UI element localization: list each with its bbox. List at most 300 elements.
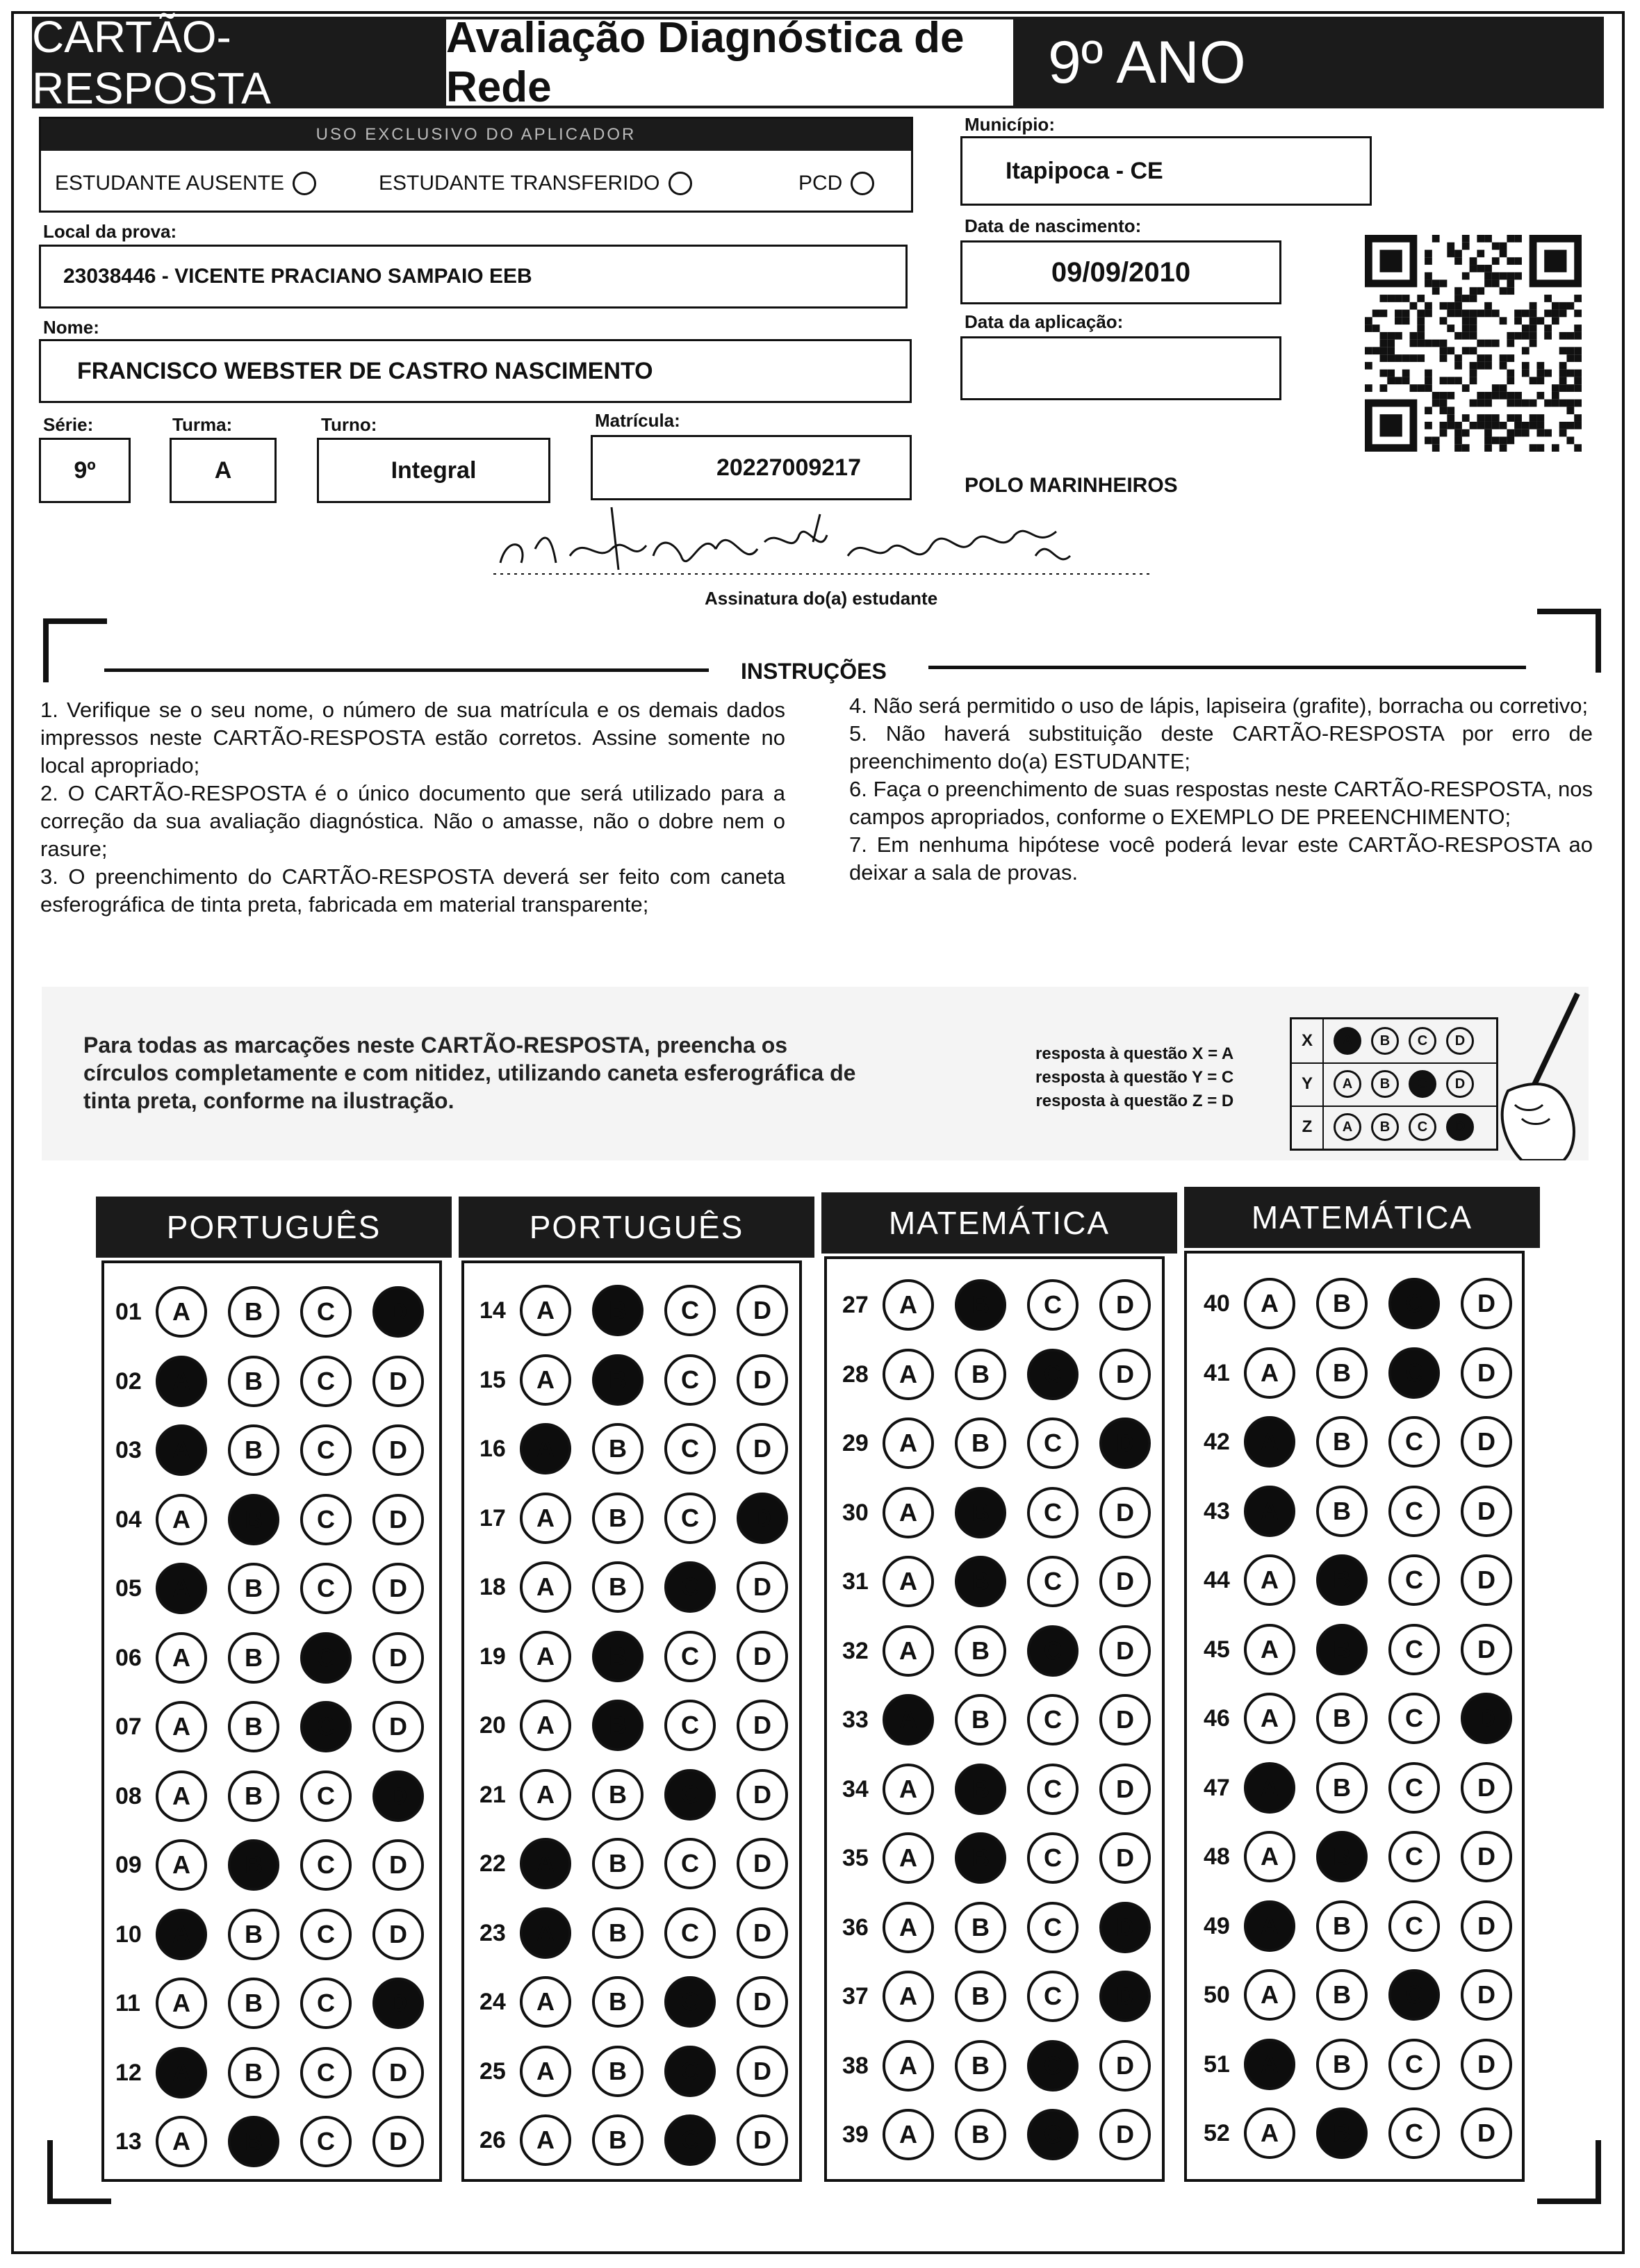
answer-bubble-c[interactable]: C bbox=[664, 1976, 716, 2028]
answer-bubble-c[interactable]: C bbox=[664, 1769, 716, 1821]
grade-title: 9º ANO bbox=[1013, 17, 1604, 108]
answer-bubble-d[interactable]: D bbox=[737, 2046, 788, 2097]
example-bubble-c: C bbox=[1409, 1027, 1436, 1055]
answer-bubble-d[interactable]: D bbox=[1099, 1832, 1151, 1884]
answer-bubble-b[interactable]: B bbox=[592, 1631, 643, 1682]
answer-bubble-a[interactable]: A bbox=[883, 1418, 934, 1469]
pcd-radio[interactable] bbox=[851, 172, 874, 195]
question-number: 31 bbox=[842, 1568, 869, 1595]
answer-bubble-d[interactable]: D bbox=[1461, 1554, 1512, 1606]
answer-bubble-a[interactable]: A bbox=[156, 1909, 207, 1960]
example-labels bbox=[1035, 1042, 1233, 1113]
answer-bubble-d[interactable]: D bbox=[1099, 1556, 1151, 1607]
answer-bubble-d[interactable]: D bbox=[1099, 1487, 1151, 1538]
answer-bubble-a[interactable]: A bbox=[1244, 2039, 1295, 2090]
question-number: 06 bbox=[115, 1644, 142, 1671]
nascimento-value: 09/09/2010 bbox=[1051, 256, 1191, 288]
answer-bubble-b[interactable]: B bbox=[592, 1838, 643, 1889]
answer-bubble-b[interactable]: B bbox=[1316, 1969, 1368, 2021]
answer-bubble-c[interactable]: C bbox=[664, 1838, 716, 1889]
answer-bubble-c[interactable]: C bbox=[1027, 1487, 1079, 1538]
answer-bubble-c[interactable]: C bbox=[1388, 1969, 1440, 2021]
serie-label: Série: bbox=[43, 414, 94, 435]
answer-bubble-a[interactable]: A bbox=[1244, 1900, 1295, 1952]
answer-bubble-a[interactable]: A bbox=[520, 2114, 571, 2166]
answer-bubble-b[interactable]: B bbox=[955, 2040, 1006, 2092]
answer-bubble-d[interactable]: D bbox=[1461, 2039, 1512, 2090]
answer-bubble-a[interactable]: A bbox=[156, 1701, 207, 1752]
answer-bubble-d[interactable]: D bbox=[1461, 1486, 1512, 1537]
answer-bubble-a[interactable]: A bbox=[1244, 1486, 1295, 1537]
answer-bubble-d[interactable]: D bbox=[372, 1494, 424, 1545]
answer-bubble-b[interactable]: B bbox=[228, 2116, 279, 2167]
answer-bubble-d[interactable]: D bbox=[1461, 1624, 1512, 1675]
answer-bubble-d[interactable]: D bbox=[372, 2047, 424, 2098]
answer-bubble-a[interactable]: A bbox=[883, 2109, 934, 2160]
answer-bubble-a[interactable]: A bbox=[520, 1285, 571, 1336]
answer-bubble-b[interactable]: B bbox=[228, 1909, 279, 1960]
answer-bubble-c[interactable]: C bbox=[300, 1770, 352, 1822]
answer-bubble-a[interactable]: A bbox=[520, 2046, 571, 2097]
turma-value: A bbox=[214, 457, 232, 484]
answer-bubble-c[interactable]: C bbox=[664, 1631, 716, 1682]
answer-bubble-c[interactable]: C bbox=[1027, 1694, 1079, 1745]
answer-bubble-d[interactable]: D bbox=[737, 1561, 788, 1613]
answer-bubble-d[interactable]: D bbox=[737, 1907, 788, 1959]
question-number: 41 bbox=[1204, 1359, 1230, 1386]
question-number: 01 bbox=[115, 1298, 142, 1325]
answer-bubble-a[interactable]: A bbox=[156, 1770, 207, 1822]
answer-bubble-c[interactable]: C bbox=[1388, 2107, 1440, 2159]
answer-bubble-d[interactable]: D bbox=[1099, 1902, 1151, 1953]
answer-bubble-d[interactable]: D bbox=[1099, 2109, 1151, 2160]
question-row bbox=[479, 2046, 809, 2097]
question-number: 03 bbox=[115, 1436, 142, 1463]
answer-bubble-a[interactable]: A bbox=[156, 2116, 207, 2167]
example-question-letter: X bbox=[1292, 1019, 1324, 1062]
question-row bbox=[479, 1423, 809, 1474]
answer-bubble-a[interactable]: A bbox=[883, 2040, 934, 2092]
answer-bubble-b[interactable]: B bbox=[1316, 1624, 1368, 1675]
transferred-option[interactable] bbox=[379, 172, 692, 195]
answer-bubble-d[interactable]: D bbox=[737, 2114, 788, 2166]
nascimento-field bbox=[960, 240, 1281, 304]
question-row bbox=[115, 1424, 445, 1476]
answer-bubble-c[interactable]: C bbox=[300, 1286, 352, 1338]
answer-bubble-c[interactable]: C bbox=[300, 1632, 352, 1684]
answer-bubble-c[interactable]: C bbox=[1388, 1831, 1440, 1882]
answer-bubble-a[interactable]: A bbox=[1244, 1554, 1295, 1606]
example-label-y: resposta à questão Y = C bbox=[1035, 1068, 1234, 1087]
instructions-right: 4. Não será permitido o uso de lápis, lapiseira (grafite), borracha ou corretivo; 5. Não haverá substituição deste CARTÃO-RESPOSTA por erro de preenchimento do(a) ESTUDANTE; 6. Faça o preenchimento de suas respostas neste CARTÃO-RESPOSTA, nos campos apropriados, conforme o EXEMPLO DE PREENCHIMENTO; 7. Em nenhuma hipótese você poderá levar este CARTÃO-RESPOSTA ao deixar a sala de provas. bbox=[849, 693, 1593, 885]
answer-bubble-d[interactable]: D bbox=[737, 1354, 788, 1406]
answer-bubble-b[interactable]: B bbox=[1316, 1416, 1368, 1468]
qr-code bbox=[1365, 235, 1582, 452]
answer-bubble-a[interactable]: A bbox=[1244, 1969, 1295, 2021]
example-question-letter: Z bbox=[1292, 1106, 1324, 1149]
answer-bubble-d[interactable]: D bbox=[737, 1631, 788, 1682]
answer-bubble-c[interactable]: C bbox=[1388, 1486, 1440, 1537]
example-bubble-d: D bbox=[1446, 1027, 1474, 1055]
transferred-label: ESTUDANTE TRANSFERIDO bbox=[379, 172, 660, 195]
answer-bubble-d[interactable]: D bbox=[737, 1423, 788, 1474]
question-row bbox=[115, 1909, 445, 1960]
answer-bubble-b[interactable]: B bbox=[955, 1971, 1006, 2022]
answer-bubble-a[interactable]: A bbox=[156, 2047, 207, 2098]
answer-bubble-d[interactable]: D bbox=[737, 1838, 788, 1889]
answer-bubble-b[interactable]: B bbox=[592, 2046, 643, 2097]
question-row bbox=[1204, 2107, 1533, 2159]
transferred-radio[interactable] bbox=[669, 172, 692, 195]
answer-bubble-c[interactable]: C bbox=[1027, 1832, 1079, 1884]
serie-field bbox=[39, 438, 131, 503]
answer-bubble-d[interactable]: D bbox=[1099, 1418, 1151, 1469]
answer-bubble-a[interactable]: A bbox=[520, 1700, 571, 1751]
answer-bubble-c[interactable]: C bbox=[1027, 1349, 1079, 1400]
question-row bbox=[479, 1354, 809, 1406]
answer-bubble-b[interactable]: B bbox=[955, 1418, 1006, 1469]
answer-bubble-d[interactable]: D bbox=[372, 2116, 424, 2167]
answer-bubble-d[interactable]: D bbox=[1099, 1279, 1151, 1331]
answer-bubble-a[interactable]: A bbox=[1244, 1347, 1295, 1399]
corner-top-left bbox=[43, 618, 107, 682]
answer-bubble-b[interactable]: B bbox=[955, 1764, 1006, 1815]
pcd-option[interactable] bbox=[798, 172, 874, 195]
answer-bubble-c[interactable]: C bbox=[664, 2046, 716, 2097]
answer-bubble-d[interactable]: D bbox=[372, 1909, 424, 1960]
answer-bubble-c[interactable]: C bbox=[664, 1907, 716, 1959]
answer-bubble-b[interactable]: B bbox=[592, 1769, 643, 1821]
answer-bubble-a[interactable]: A bbox=[883, 1487, 934, 1538]
answer-bubble-c[interactable]: C bbox=[664, 1561, 716, 1613]
nome-value: FRANCISCO WEBSTER DE CASTRO NASCIMENTO bbox=[77, 357, 653, 384]
answer-bubble-b[interactable]: B bbox=[955, 1625, 1006, 1677]
answer-bubble-a[interactable]: A bbox=[1244, 1624, 1295, 1675]
answer-bubble-a[interactable]: A bbox=[1244, 1762, 1295, 1814]
answer-bubble-d[interactable]: D bbox=[1461, 1278, 1512, 1329]
answer-bubble-b[interactable]: B bbox=[955, 1832, 1006, 1884]
answer-bubble-c[interactable]: C bbox=[1388, 1693, 1440, 1744]
answer-bubble-c[interactable]: C bbox=[664, 2114, 716, 2166]
answer-bubble-a[interactable]: A bbox=[883, 1625, 934, 1677]
answer-bubble-d[interactable]: D bbox=[372, 1978, 424, 2029]
answer-bubble-a[interactable]: A bbox=[156, 1978, 207, 2029]
answer-bubble-a[interactable]: A bbox=[156, 1356, 207, 1407]
answer-bubble-d[interactable]: D bbox=[372, 1424, 424, 1476]
subject-header-3: MATEMÁTICA bbox=[821, 1192, 1177, 1254]
question-number: 08 bbox=[115, 1782, 142, 1809]
answer-bubble-d[interactable]: D bbox=[1099, 1971, 1151, 2022]
answer-bubble-d[interactable]: D bbox=[372, 1563, 424, 1614]
evaluation-title: Avaliação Diagnóstica de Rede bbox=[446, 17, 1013, 108]
answer-bubble-b[interactable]: B bbox=[228, 2047, 279, 2098]
answer-bubble-b[interactable]: B bbox=[955, 1279, 1006, 1331]
answer-bubble-d[interactable]: D bbox=[372, 1356, 424, 1407]
question-number: 44 bbox=[1204, 1566, 1230, 1593]
answer-bubble-c[interactable]: C bbox=[300, 1424, 352, 1476]
answer-bubble-c[interactable]: C bbox=[1027, 1902, 1079, 1953]
example-row bbox=[1292, 1106, 1496, 1149]
answer-bubble-a[interactable]: A bbox=[156, 1632, 207, 1684]
answer-bubble-d[interactable]: D bbox=[372, 1839, 424, 1891]
answer-bubble-a[interactable]: A bbox=[520, 1423, 571, 1474]
question-row bbox=[1204, 1900, 1533, 1952]
absent-radio[interactable] bbox=[293, 172, 316, 195]
answer-bubble-a[interactable]: A bbox=[1244, 1416, 1295, 1468]
answer-bubble-c[interactable]: C bbox=[1027, 1764, 1079, 1815]
question-row bbox=[115, 1563, 445, 1614]
question-number: 19 bbox=[479, 1643, 506, 1670]
answer-bubble-b[interactable]: B bbox=[1316, 1347, 1368, 1399]
answer-bubble-b[interactable]: B bbox=[592, 1561, 643, 1613]
municipio-label: Município: bbox=[965, 114, 1055, 135]
question-number: 35 bbox=[842, 1844, 869, 1871]
question-row bbox=[479, 1976, 809, 2028]
answer-bubble-b[interactable]: B bbox=[592, 1700, 643, 1751]
question-number: 14 bbox=[479, 1297, 506, 1324]
answer-bubble-b[interactable]: B bbox=[1316, 2039, 1368, 2090]
example-bubble-d: D bbox=[1446, 1113, 1474, 1141]
answer-bubble-b[interactable]: B bbox=[955, 1349, 1006, 1400]
answer-bubble-a[interactable]: A bbox=[883, 1971, 934, 2022]
answer-bubble-d[interactable]: D bbox=[737, 1976, 788, 2028]
hand-pen-icon bbox=[1466, 987, 1591, 1160]
question-row bbox=[115, 1701, 445, 1752]
answer-bubble-d[interactable]: D bbox=[1099, 1349, 1151, 1400]
answer-bubble-b[interactable]: B bbox=[592, 1907, 643, 1959]
answer-bubble-a[interactable]: A bbox=[156, 1424, 207, 1476]
question-number: 13 bbox=[115, 2128, 142, 2155]
answer-bubble-a[interactable]: A bbox=[883, 1556, 934, 1607]
answer-bubble-c[interactable]: C bbox=[300, 1356, 352, 1407]
answer-bubble-c[interactable]: C bbox=[664, 1493, 716, 1544]
answer-bubble-a[interactable]: A bbox=[883, 1349, 934, 1400]
matricula-field bbox=[591, 435, 912, 500]
answer-bubble-b[interactable]: B bbox=[1316, 1831, 1368, 1882]
answer-bubble-d[interactable]: D bbox=[372, 1632, 424, 1684]
absent-option[interactable] bbox=[55, 172, 316, 195]
answer-bubble-a[interactable]: A bbox=[520, 1354, 571, 1406]
question-row bbox=[1204, 1554, 1533, 1606]
answer-bubble-c[interactable]: C bbox=[300, 1701, 352, 1752]
question-row bbox=[842, 1832, 1172, 1884]
answer-bubble-b[interactable]: B bbox=[955, 2109, 1006, 2160]
answer-bubble-b[interactable]: B bbox=[228, 1424, 279, 1476]
answer-bubble-b[interactable]: B bbox=[228, 1286, 279, 1338]
example-bubble-a: A bbox=[1334, 1070, 1361, 1098]
question-number: 50 bbox=[1204, 1981, 1230, 2008]
answer-bubble-d[interactable]: D bbox=[1461, 1831, 1512, 1882]
answer-bubble-c[interactable]: C bbox=[1027, 1418, 1079, 1469]
answer-bubble-b[interactable]: B bbox=[955, 1556, 1006, 1607]
answer-bubble-d[interactable]: D bbox=[1099, 2040, 1151, 2092]
answer-bubble-c[interactable]: C bbox=[1388, 1900, 1440, 1952]
answer-bubble-b[interactable]: B bbox=[228, 1632, 279, 1684]
nascimento-label: Data de nascimento: bbox=[965, 215, 1142, 236]
question-number: 05 bbox=[115, 1575, 142, 1602]
answer-bubble-d[interactable]: D bbox=[737, 1285, 788, 1336]
answer-bubble-b[interactable]: B bbox=[1316, 1762, 1368, 1814]
answer-bubble-a[interactable]: A bbox=[883, 1279, 934, 1331]
answer-bubble-c[interactable]: C bbox=[1027, 1556, 1079, 1607]
question-number: 48 bbox=[1204, 1843, 1230, 1870]
answer-bubble-b[interactable]: B bbox=[1316, 1900, 1368, 1952]
answer-bubble-c[interactable]: C bbox=[300, 2047, 352, 2098]
answer-bubble-d[interactable]: D bbox=[1461, 2107, 1512, 2159]
question-row bbox=[479, 1493, 809, 1544]
answer-bubble-a[interactable]: A bbox=[156, 1286, 207, 1338]
answer-bubble-c[interactable]: C bbox=[1027, 2040, 1079, 2092]
answer-bubble-d[interactable]: D bbox=[372, 1770, 424, 1822]
answer-bubble-a[interactable]: A bbox=[1244, 1831, 1295, 1882]
answer-bubble-b[interactable]: B bbox=[955, 1902, 1006, 1953]
answer-bubble-d[interactable]: D bbox=[1461, 1900, 1512, 1952]
answer-bubble-b[interactable]: B bbox=[1316, 1278, 1368, 1329]
answer-bubble-d[interactable]: D bbox=[737, 1769, 788, 1821]
question-row bbox=[842, 1694, 1172, 1745]
signature-label: Assinatura do(a) estudante bbox=[705, 588, 938, 609]
answer-bubble-c[interactable]: C bbox=[1388, 1624, 1440, 1675]
answer-bubble-c[interactable]: C bbox=[300, 1839, 352, 1891]
answer-bubble-a[interactable]: A bbox=[1244, 1278, 1295, 1329]
answer-bubble-b[interactable]: B bbox=[228, 1356, 279, 1407]
answer-bubble-a[interactable]: A bbox=[520, 1561, 571, 1613]
answer-bubble-b[interactable]: B bbox=[592, 2114, 643, 2166]
answer-bubble-a[interactable]: A bbox=[156, 1839, 207, 1891]
answer-bubble-c[interactable]: C bbox=[1027, 1625, 1079, 1677]
example-bubble-d: D bbox=[1446, 1070, 1474, 1098]
answer-bubble-d[interactable]: D bbox=[1461, 1416, 1512, 1468]
answer-bubble-a[interactable]: A bbox=[520, 1493, 571, 1544]
answer-bubble-a[interactable]: A bbox=[883, 1694, 934, 1745]
answer-bubble-b[interactable]: B bbox=[592, 1423, 643, 1474]
answer-bubble-c[interactable]: C bbox=[300, 1978, 352, 2029]
answer-bubble-b[interactable]: B bbox=[955, 1487, 1006, 1538]
answer-bubble-c[interactable]: C bbox=[664, 1285, 716, 1336]
question-row bbox=[479, 1769, 809, 1821]
question-row bbox=[842, 1279, 1172, 1331]
answer-bubble-c[interactable]: C bbox=[1388, 1416, 1440, 1468]
serie-value: 9º bbox=[74, 457, 96, 484]
answer-bubble-a[interactable]: A bbox=[520, 1769, 571, 1821]
question-row bbox=[115, 1839, 445, 1891]
answer-bubble-b[interactable]: B bbox=[228, 1701, 279, 1752]
answer-bubble-b[interactable]: B bbox=[1316, 2107, 1368, 2159]
answer-bubble-a[interactable]: A bbox=[156, 1494, 207, 1545]
answer-bubble-d[interactable]: D bbox=[1461, 1347, 1512, 1399]
answer-bubble-c[interactable]: C bbox=[1027, 1971, 1079, 2022]
question-row bbox=[479, 1907, 809, 1959]
turma-label: Turma: bbox=[172, 414, 233, 435]
answer-bubble-b[interactable]: B bbox=[228, 1494, 279, 1545]
answer-bubble-d[interactable]: D bbox=[737, 1700, 788, 1751]
question-number: 02 bbox=[115, 1367, 142, 1395]
question-row bbox=[479, 1838, 809, 1889]
local-value: 23038446 - VICENTE PRACIANO SAMPAIO EEB bbox=[63, 265, 532, 288]
question-number: 24 bbox=[479, 1988, 506, 2015]
answer-bubble-c[interactable]: C bbox=[1388, 1554, 1440, 1606]
answer-bubble-d[interactable]: D bbox=[1099, 1764, 1151, 1815]
answer-bubble-b[interactable]: B bbox=[1316, 1693, 1368, 1744]
answer-bubble-a[interactable]: A bbox=[883, 1764, 934, 1815]
example-row bbox=[1292, 1062, 1496, 1107]
answer-bubble-c[interactable]: C bbox=[664, 1700, 716, 1751]
turma-field bbox=[170, 438, 277, 503]
answer-bubble-a[interactable]: A bbox=[1244, 1693, 1295, 1744]
answer-bubble-d[interactable]: D bbox=[1461, 1762, 1512, 1814]
answer-bubble-a[interactable]: A bbox=[1244, 2107, 1295, 2159]
answer-bubble-d[interactable]: D bbox=[737, 1493, 788, 1544]
answer-bubble-c[interactable]: C bbox=[1388, 2039, 1440, 2090]
answer-bubble-a[interactable]: A bbox=[520, 1907, 571, 1959]
answer-bubble-b[interactable]: B bbox=[592, 1285, 643, 1336]
answer-bubble-c[interactable]: C bbox=[1027, 2109, 1079, 2160]
question-number: 11 bbox=[115, 1989, 140, 2016]
answer-bubble-a[interactable]: A bbox=[156, 1563, 207, 1614]
answer-bubble-a[interactable]: A bbox=[883, 1902, 934, 1953]
answer-bubble-a[interactable]: A bbox=[520, 1976, 571, 2028]
question-number: 43 bbox=[1204, 1497, 1230, 1525]
answer-bubble-b[interactable]: B bbox=[1316, 1554, 1368, 1606]
question-number: 04 bbox=[115, 1506, 142, 1533]
answer-bubble-c[interactable]: C bbox=[664, 1423, 716, 1474]
question-row bbox=[1204, 1831, 1533, 1882]
answer-bubble-b[interactable]: B bbox=[592, 1354, 643, 1406]
question-number: 21 bbox=[479, 1781, 506, 1808]
answer-bubble-d[interactable]: D bbox=[1099, 1694, 1151, 1745]
answer-bubble-d[interactable]: D bbox=[1099, 1625, 1151, 1677]
answer-bubble-a[interactable]: A bbox=[520, 1631, 571, 1682]
card-title: CARTÃO-RESPOSTA bbox=[32, 17, 446, 108]
answer-bubble-d[interactable]: D bbox=[1461, 1693, 1512, 1744]
answer-bubble-c[interactable]: C bbox=[1388, 1347, 1440, 1399]
question-row bbox=[842, 1902, 1172, 1953]
answer-bubble-d[interactable]: D bbox=[1461, 1969, 1512, 2021]
answer-bubble-d[interactable]: D bbox=[372, 1701, 424, 1752]
answer-bubble-b[interactable]: B bbox=[228, 1563, 279, 1614]
answer-bubble-a[interactable]: A bbox=[883, 1832, 934, 1884]
answer-bubble-a[interactable]: A bbox=[520, 1838, 571, 1889]
answer-bubble-b[interactable]: B bbox=[228, 1770, 279, 1822]
question-row bbox=[479, 2114, 809, 2166]
example-bubble-c: C bbox=[1409, 1070, 1436, 1098]
question-number: 28 bbox=[842, 1361, 869, 1388]
answer-bubble-c[interactable]: C bbox=[1027, 1279, 1079, 1331]
answer-bubble-c[interactable]: C bbox=[300, 1909, 352, 1960]
answer-bubble-b[interactable]: B bbox=[955, 1694, 1006, 1745]
municipio-value: Itapipoca - CE bbox=[1006, 157, 1163, 184]
answer-bubble-c[interactable]: C bbox=[300, 1563, 352, 1614]
question-row bbox=[1204, 1416, 1533, 1468]
question-number: 47 bbox=[1204, 1774, 1230, 1801]
answer-bubble-d[interactable]: D bbox=[372, 1286, 424, 1338]
nome-label: Nome: bbox=[43, 317, 99, 338]
answer-bubble-c[interactable]: C bbox=[1388, 1762, 1440, 1814]
answer-bubble-b[interactable]: B bbox=[592, 1976, 643, 2028]
example-bubble-b: B bbox=[1371, 1070, 1399, 1098]
answer-bubble-c[interactable]: C bbox=[1388, 1278, 1440, 1329]
answer-bubble-b[interactable]: B bbox=[228, 1978, 279, 2029]
answer-bubble-c[interactable]: C bbox=[300, 1494, 352, 1545]
answer-bubble-b[interactable]: B bbox=[228, 1839, 279, 1891]
answer-bubble-b[interactable]: B bbox=[592, 1493, 643, 1544]
question-number: 40 bbox=[1204, 1290, 1230, 1317]
answer-bubble-c[interactable]: C bbox=[664, 1354, 716, 1406]
question-row bbox=[479, 1285, 809, 1336]
answer-bubble-c[interactable]: C bbox=[300, 2116, 352, 2167]
answer-bubble-b[interactable]: B bbox=[1316, 1486, 1368, 1537]
question-number: 27 bbox=[842, 1291, 869, 1318]
